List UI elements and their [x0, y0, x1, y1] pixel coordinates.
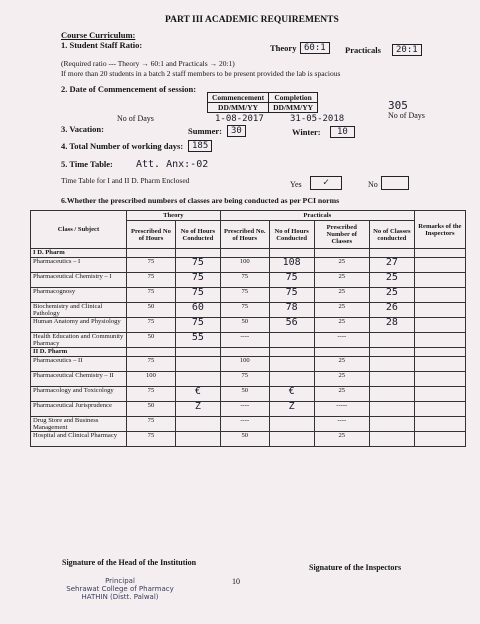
second-year-rows — [31, 357, 466, 447]
practicals-prescribed-cell: ---- — [220, 417, 269, 432]
theory-prescribed-cell: 100 — [126, 372, 175, 387]
subject-cell: Pharmaceutics – II — [31, 357, 127, 372]
principal-stamp — [40, 577, 200, 601]
subject-cell: Pharmaceutical Jurisprudence — [31, 402, 127, 417]
practicals-conducted-cell — [269, 333, 314, 348]
subject-cell: Pharmaceutical Chemistry – II — [31, 372, 127, 387]
remarks-cell — [414, 402, 465, 417]
practicals-conducted-cell — [269, 357, 314, 372]
classes-prescribed-cell: 25 — [314, 357, 369, 372]
table-row — [31, 372, 466, 387]
pci-norms-label: 6.Whether the prescribed numbers of classes are being conducted as per PCI norms — [61, 196, 340, 205]
practicals-prescribed-cell: 50 — [220, 432, 269, 447]
practicals-prescribed-cell: 50 — [220, 387, 269, 402]
classes-conducted-cell — [369, 417, 414, 432]
table-row — [31, 357, 466, 372]
commencement-table — [207, 92, 318, 113]
classes-conducted-cell: 27 — [369, 258, 414, 273]
practicals-conducted-cell: Z — [269, 402, 314, 417]
theory-conducted-cell: 75 — [175, 273, 220, 288]
subject-cell: Pharmaceutics – I — [31, 258, 127, 273]
classes-prescribed-cell: 25 — [314, 372, 369, 387]
theory-prescribed-cell: 50 — [126, 402, 175, 417]
page-number: 10 — [232, 577, 240, 586]
section-second-year: II D. Pharm — [31, 348, 127, 357]
practicals-conducted-cell: 75 — [269, 288, 314, 303]
working-days-value: 185 — [188, 140, 212, 152]
practicals-prescribed-cell: 50 — [220, 318, 269, 333]
table-row — [31, 258, 466, 273]
classes-conducted-cell: 28 — [369, 318, 414, 333]
classes-prescribed-cell: 25 — [314, 273, 369, 288]
table-row — [31, 432, 466, 447]
remarks-cell — [414, 357, 465, 372]
subject-cell: Biochemistry and Clinical Pathology — [31, 303, 127, 318]
ratio-note-2: If more than 20 students in a batch 2 staff members to be present provided the lab is spacious — [61, 69, 341, 78]
winter-label: Winter: — [292, 127, 321, 137]
practicals-conducted-cell — [269, 432, 314, 447]
completion-format: DD/MM/YY — [269, 103, 318, 113]
stamp-location: HATHIN (Distt. Palwal) — [81, 593, 159, 601]
class-subject-header: Class / Subject — [31, 211, 127, 249]
classes-prescribed-cell: 25 — [314, 303, 369, 318]
theory-conducted-cell — [175, 357, 220, 372]
classes-conducted-cell — [369, 402, 414, 417]
practicals-prescribed-cell: 75 — [220, 288, 269, 303]
signature-head-label: Signature of the Head of the Institution — [62, 558, 197, 567]
no-label: No — [368, 180, 378, 189]
requirements-table — [30, 210, 466, 447]
practicals-prescribed-cell: 75 — [220, 303, 269, 318]
theory-conducted-cell: 75 — [175, 258, 220, 273]
remarks-cell — [414, 372, 465, 387]
remarks-cell — [414, 387, 465, 402]
classes-prescribed-cell: 25 — [314, 318, 369, 333]
practicals-conducted-cell: € — [269, 387, 314, 402]
theory-conducted-cell: 60 — [175, 303, 220, 318]
table-row — [31, 333, 466, 348]
theory-prescribed-cell: 75 — [126, 273, 175, 288]
time-table-label: 5. Time Table: — [61, 159, 113, 169]
remarks-cell — [414, 432, 465, 447]
student-staff-ratio-label: 1. Student Staff Ratio: — [61, 40, 143, 50]
classes-prescribed-cell: ---- — [314, 417, 369, 432]
theory-prescribed-cell: 75 — [126, 387, 175, 402]
theory-ratio-value: 60:1 — [300, 42, 330, 54]
no-of-days-right-label: No of Days — [388, 111, 425, 120]
subject-cell: Pharmaceutical Chemistry – I — [31, 273, 127, 288]
commencement-date-value: 1-08-2017 — [215, 114, 264, 124]
theory-prescribed-cell: 50 — [126, 333, 175, 348]
practicals-conducted-cell: 56 — [269, 318, 314, 333]
classes-prescribed-cell: ---- — [314, 333, 369, 348]
practicals-prescribed-cell: 100 — [220, 258, 269, 273]
yes-label: Yes — [290, 180, 302, 189]
prescribed-classes-header: Prescribed Number of Classes — [314, 221, 369, 249]
subject-cell: Pharmacognosy — [31, 288, 127, 303]
theory-prescribed-cell: 75 — [126, 288, 175, 303]
theory-conducted-cell: 75 — [175, 318, 220, 333]
time-table-enclosed-note: Time Table for I and II D. Pharm Enclosed — [61, 176, 190, 185]
subject-cell: Health Education and Community Pharmacy — [31, 333, 127, 348]
classes-prescribed-cell: 25 — [314, 432, 369, 447]
theory-ratio-label: Theory — [270, 43, 297, 53]
practicals-conducted-cell — [269, 372, 314, 387]
commencement-header: Commencement — [208, 93, 269, 103]
theory-conducted-cell — [175, 417, 220, 432]
theory-header: Theory — [126, 211, 220, 221]
remarks-cell — [414, 273, 465, 288]
table-row — [31, 387, 466, 402]
first-year-rows — [31, 258, 466, 348]
winter-value: 10 — [330, 126, 355, 138]
practicals-ratio-label: Practicals — [345, 45, 381, 55]
classes-conducted-cell — [369, 333, 414, 348]
classes-conducted-header: No of Classes conducted — [369, 221, 414, 249]
classes-conducted-cell: 26 — [369, 303, 414, 318]
remarks-cell — [414, 333, 465, 348]
commencement-format: DD/MM/YY — [208, 103, 269, 113]
table-row — [31, 417, 466, 432]
stamp-title: Principal — [105, 577, 135, 585]
theory-prescribed-cell: 75 — [126, 432, 175, 447]
practicals-conducted-hours-header: No of Hours Conducted — [269, 221, 314, 249]
practicals-conducted-cell: 78 — [269, 303, 314, 318]
remarks-cell — [414, 288, 465, 303]
subject-cell: Human Anatomy and Physiology — [31, 318, 127, 333]
no-of-days-value: 305 — [388, 99, 408, 112]
practicals-ratio-value: 20:1 — [392, 44, 422, 56]
theory-conducted-cell — [175, 372, 220, 387]
theory-prescribed-cell: 75 — [126, 258, 175, 273]
yes-checkbox[interactable]: ✓ — [310, 176, 342, 190]
remarks-header: Remarks of the Inspectors — [414, 211, 465, 249]
no-checkbox[interactable] — [381, 176, 409, 190]
completion-date-value: 31-05-2018 — [290, 114, 345, 124]
theory-conducted-cell: 55 — [175, 333, 220, 348]
practicals-header: Practicals — [220, 211, 414, 221]
remarks-cell — [414, 417, 465, 432]
practicals-prescribed-hours-header: Prescribed No. of Hours — [220, 221, 269, 249]
working-days-label: 4. Total Number of working days: — [61, 141, 184, 151]
classes-conducted-cell — [369, 432, 414, 447]
classes-conducted-cell — [369, 357, 414, 372]
classes-conducted-cell — [369, 372, 414, 387]
practicals-conducted-cell — [269, 417, 314, 432]
theory-prescribed-cell: 50 — [126, 303, 175, 318]
practicals-prescribed-cell: 75 — [220, 273, 269, 288]
table-row — [31, 402, 466, 417]
classes-conducted-cell — [369, 387, 414, 402]
ratio-note-1: (Required ratio --- Theory → 60:1 and Practicals → 20:1) — [61, 59, 235, 68]
theory-conducted-cell: 75 — [175, 288, 220, 303]
page-heading: PART III ACADEMIC REQUIREMENTS — [165, 15, 339, 25]
remarks-cell — [414, 318, 465, 333]
vacation-label: 3. Vacation: — [61, 124, 104, 134]
subject-cell: Pharmacology and Toxicology — [31, 387, 127, 402]
summer-value: 30 — [227, 125, 246, 137]
commencement-label: 2. Date of Commencement of session: — [61, 84, 197, 94]
completion-header: Completion — [269, 93, 318, 103]
classes-conducted-cell: 25 — [369, 273, 414, 288]
course-curriculum-label: Course Curriculum: — [61, 30, 136, 40]
classes-prescribed-cell: 25 — [314, 387, 369, 402]
subject-cell: Hospital and Clinical Pharmacy — [31, 432, 127, 447]
section-first-year: I D. Pharm — [31, 249, 127, 258]
remarks-cell — [414, 303, 465, 318]
theory-conducted-cell: Z — [175, 402, 220, 417]
classes-prescribed-cell: 25 — [314, 258, 369, 273]
practicals-conducted-cell: 108 — [269, 258, 314, 273]
summer-label: Summer: — [188, 126, 222, 136]
theory-conducted-cell: € — [175, 387, 220, 402]
theory-prescribed-cell: 75 — [126, 318, 175, 333]
signature-inspectors-label: Signature of the Inspectors — [309, 563, 402, 572]
table-row — [31, 318, 466, 333]
classes-prescribed-cell: 25 — [314, 288, 369, 303]
theory-conducted-hours-header: No of Hours Conducted — [175, 221, 220, 249]
no-of-days-label: No of Days — [117, 114, 154, 123]
practicals-prescribed-cell: ---- — [220, 402, 269, 417]
practicals-prescribed-cell: 100 — [220, 357, 269, 372]
practicals-prescribed-cell: 75 — [220, 372, 269, 387]
table-row — [31, 273, 466, 288]
table-row — [31, 303, 466, 318]
stamp-college: Sehrawat College of Pharmacy — [66, 585, 174, 593]
theory-prescribed-hours-header: Prescribed No of Hours — [126, 221, 175, 249]
time-table-annexure: Att. Anx:-02 — [136, 159, 209, 170]
theory-prescribed-cell: 75 — [126, 417, 175, 432]
practicals-conducted-cell: 75 — [269, 273, 314, 288]
subject-cell: Drug Store and Business Management — [31, 417, 127, 432]
practicals-prescribed-cell: ---- — [220, 333, 269, 348]
remarks-cell — [414, 258, 465, 273]
theory-conducted-cell — [175, 432, 220, 447]
theory-prescribed-cell: 75 — [126, 357, 175, 372]
classes-prescribed-cell: ----- — [314, 402, 369, 417]
classes-conducted-cell: 25 — [369, 288, 414, 303]
table-row — [31, 288, 466, 303]
